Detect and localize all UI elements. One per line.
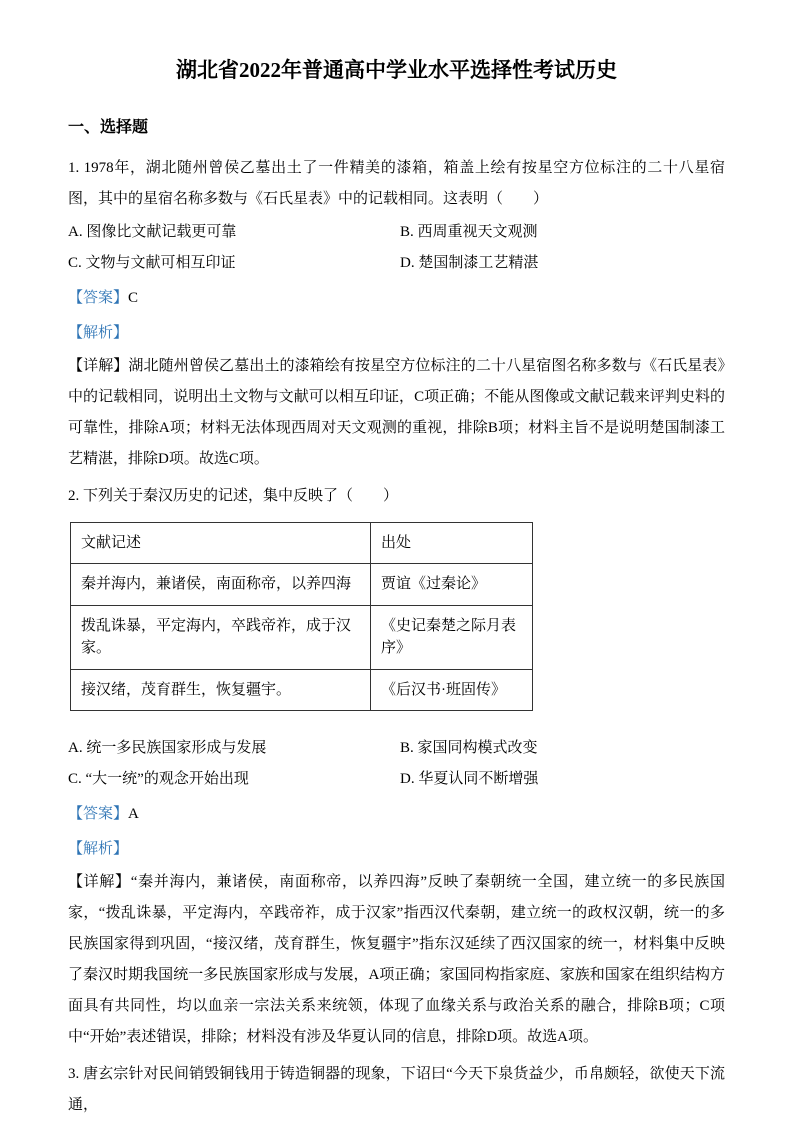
question-2-option-c: C. “大一统”的观念开始出现: [68, 771, 249, 788]
table-cell: 《后汉书·班固传》: [371, 669, 533, 711]
analysis-label: 【解析】: [68, 324, 129, 341]
question-2-option-d: D. 华夏认同不断增强: [400, 771, 539, 788]
question-2-analysis-line: [68, 834, 725, 865]
table-row: [71, 669, 533, 711]
table-row: [71, 605, 533, 669]
table-header-row: [71, 522, 533, 564]
question-2-answer-line: [68, 799, 725, 830]
question-1-answer-line: [68, 283, 725, 314]
section-heading: 一、选择题: [68, 119, 149, 137]
table-cell: 《史记秦楚之际月表序》: [371, 605, 533, 669]
question-1-option-d: D. 楚国制漆工艺精湛: [400, 254, 539, 271]
table-cell: 拨乱诛暴，平定海内，卒践帝祚，成于汉家。: [71, 605, 371, 669]
table-header-cell-source-text: 文献记述: [71, 522, 371, 564]
question-2-options-row-1: [68, 733, 725, 764]
question-1-detail: [68, 351, 725, 475]
analysis-label: 【解析】: [68, 841, 129, 858]
detail-label: 【详解】: [68, 874, 131, 891]
question-2-stem: 2. 下列关于秦汉历史的记述，集中反映了（ ）: [68, 487, 399, 504]
question-2-table: [70, 522, 533, 712]
question-1-stem: 1. 1978年，湖北随州曾侯乙墓出土了一件精美的漆箱，箱盖上绘有按星空方位标注的二十八星宿图，其中的星宿名称多数与《石氏星表》中的记载相同。这表明（ ）: [68, 159, 725, 207]
question-2-option-a: A. 统一多民族国家形成与发展: [68, 740, 267, 757]
question-1-option-b: B. 西周重视天文观测: [400, 223, 538, 240]
question-1-analysis-line: [68, 318, 725, 349]
table-cell: 贾谊《过秦论》: [371, 564, 533, 606]
question-1-answer-value: C: [128, 289, 139, 306]
detail-label: 【详解】: [68, 357, 129, 374]
table-row: [71, 564, 533, 606]
table-cell: 秦并海内，兼诸侯，南面称帝，以养四海: [71, 564, 371, 606]
page-title: 湖北省2022年普通高中学业水平选择性考试历史: [176, 58, 617, 82]
table-header-cell-origin: 出处: [371, 522, 533, 564]
question-3: [68, 1059, 725, 1121]
question-1-options-row-2: [68, 248, 725, 279]
question-1-options-row-1: [68, 217, 725, 248]
question-1-detail-text: 湖北随州曾侯乙墓出土的漆箱绘有按星空方位标注的二十八星宿图名称多数与《石氏星表》中的记载相同，说明出土文物与文献可以相互印证，C项正确；不能从图像或文献记载来评判史料的可靠性，排除A项；材料无法体现西周对天文观测的重视，排除B项；材料主旨不是说明楚国制漆工艺精湛，排除D项。故选C项。: [68, 357, 725, 467]
question-1-option-c: C. 文物与文献可相互印证: [68, 254, 236, 271]
table-cell: 接汉绪，茂育群生，恢复疆宇。: [71, 669, 371, 711]
question-2-option-b: B. 家国同构模式改变: [400, 740, 538, 757]
question-2-answer-value: A: [128, 806, 139, 823]
answer-label: 【答案】: [68, 806, 129, 823]
question-2-options-row-2: [68, 764, 725, 795]
question-3-stem: 3. 唐玄宗针对民间销毁铜钱用于铸造铜器的现象，下诏曰“今天下泉货益少，币帛颇轻，欲使天下流通，: [68, 1066, 725, 1114]
question-1: [68, 153, 725, 475]
question-2: [68, 481, 725, 1054]
question-1-option-a: A. 图像比文献记载更可靠: [68, 223, 237, 240]
question-2-detail-text: “秦并海内，兼诸侯，南面称帝，以养四海”反映了秦朝统一全国，建立统一的多民族国家，“拨乱诛暴，平定海内，卒践帝祚，成于汉家”指西汉代秦朝，建立统一的政权汉朝，统一的多民族国家得到巩固，“接汉绪，茂育群生，恢复疆宇”指东汉延续了西汉国家的统一，材料集中反映了秦汉时期我国统一多民族国家形成与发展，A项正确；家国同构指家庭、家族和国家在组织结构方面具有共同性，均以血亲一宗法关系来统领，体现了血缘关系与政治关系的融合，排除B项；C项中“开始”表述错误，排除；材料没有涉及华夏认同的信息，排除D项。故选A项。: [68, 874, 725, 1046]
question-2-detail: [68, 867, 725, 1053]
answer-label: 【答案】: [68, 289, 129, 306]
